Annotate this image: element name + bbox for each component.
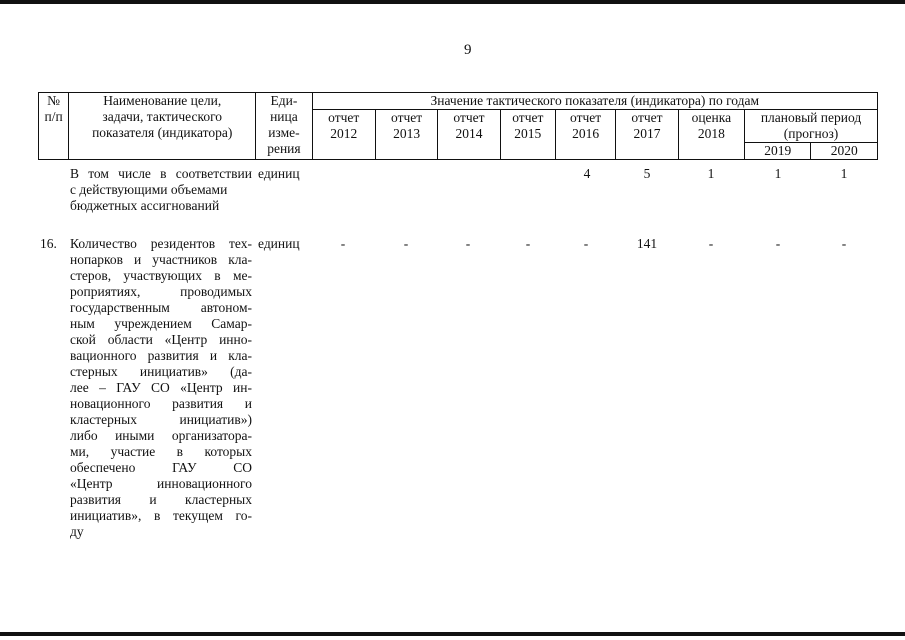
row-2-value-2020: -	[841, 236, 847, 251]
row-1-value-2019: 1	[774, 166, 782, 181]
header-year-2018: оценка 2018	[678, 110, 744, 160]
header-plan-2020: 2020	[811, 143, 878, 160]
header-plan: плановый период (прогноз)	[745, 110, 878, 143]
header-year-2015: отчет 2015	[500, 110, 555, 160]
row-1-name: В том числе в соответствии с действующими объемами бюджетных ассигнований	[70, 166, 252, 213]
page-top-edge	[0, 0, 905, 4]
header-num: № п/п	[39, 93, 69, 160]
header-year-2016: отчет 2016	[555, 110, 615, 160]
header-unit: Еди- ница изме- рения	[256, 93, 312, 160]
row-2-value-2015: -	[525, 236, 531, 251]
row-2-unit: единиц	[258, 236, 300, 251]
header-year-2014: отчет 2014	[438, 110, 500, 160]
row-2-value-2017: 141	[636, 236, 658, 251]
row-1-unit: единиц	[258, 166, 300, 181]
row-2-value-2018: -	[708, 236, 714, 251]
row-1-value-2018: 1	[707, 166, 715, 181]
row-1-value-2016: 4	[583, 166, 591, 181]
row-1-value-2020: 1	[840, 166, 848, 181]
row-2-num: 16.	[40, 236, 57, 251]
page-bottom-edge	[0, 632, 905, 636]
row-2-value-2016: -	[583, 236, 589, 251]
row-1-value-2017: 5	[643, 166, 651, 181]
row-2-name: Количество резидентов тех- нопарков и участников кла- стеров, участвующих в ме- роприятиях, проводимых государственным автоном- ным учреждением Самар- ской области «Центр инно- вационного развития и кла- стерных инициатив» (да- лее – ГАУ СО «Центр ин- новационного развития и кластерных инициатив») либо иными организатора- ми, участие в которых обеспечено ГАУ СО «Центр инновационного развития и кластерных инициатив», в текущем го- ду	[70, 236, 252, 539]
header-name: Наименование цели, задачи, тактического показателя (индикатора)	[69, 93, 256, 160]
row-2-value-2012: -	[340, 236, 346, 251]
header-year-2012: отчет 2012	[312, 110, 375, 160]
header-group: Значение тактического показателя (индикатора) по годам	[312, 93, 877, 110]
header-plan-2019: 2019	[745, 143, 811, 160]
page-number: 9	[464, 42, 472, 58]
indicator-table-header	[38, 92, 878, 160]
row-2-value-2014: -	[465, 236, 471, 251]
row-2-value-2019: -	[775, 236, 781, 251]
header-year-2013: отчет 2013	[375, 110, 437, 160]
header-year-2017: отчет 2017	[616, 110, 678, 160]
row-2-value-2013: -	[403, 236, 409, 251]
